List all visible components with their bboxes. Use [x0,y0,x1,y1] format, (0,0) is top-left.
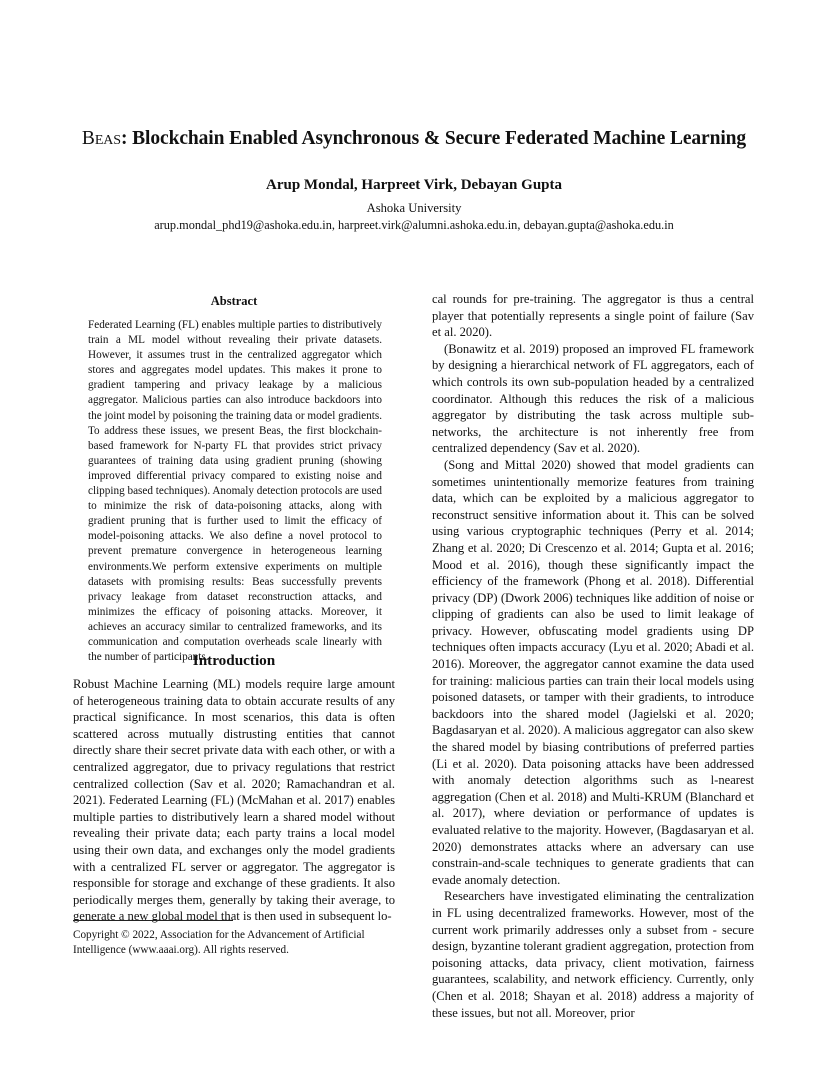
intro-paragraph-4: Researchers have investigated eliminating the centralization in FL using decentralized frameworks. However, most of the current work primarily addresses only a subset from - secure design, byzantine tolerant gradient aggregation, protection from poisoning attacks, data privacy, client motivation, fairness guarantees, scalability, and network efficiency. Currently, only (Chen et al. 2018; Shayan et al. 2018) address a majority of these issues, but not all. Moreover, prior [432,889,754,1020]
intro-paragraph-3: (Song and Mittal 2020) showed that model gradients can sometimes unintentionally memorize features from training data, which can be exploited by a malicious aggregator to reconstruct sensitive information about it. This can be solved using various cryptographic techniques (Perry et al. 2014; Zhang et al. 2020; Di Crescenzo et al. 2014; Gupta et al. 2016; Mood et al. 2016), though these significantly impact the efficiency of the framework (Phong et al. 2018). Differential privacy (DP) (Dwork 2006) techniques like addition of noise or clipping of gradients can also be used to limit leakage of privacy. However, obfuscating model gradients using DP techniques often impacts accuracy (Lyu et al. 2020; Abadi et al. 2016). Moreover, the aggregator cannot examine the data used for training: malicious parties can train their local models using poisoned datasets, or tamper with their gradients, to introduce backdoors into the shared model (Jagielski et al. 2020; Bagdasaryan et al. 2020). A malicious aggregator can also skew the shared model by biasing contributions of preferred parties (Li et al. 2020). Data poisoning attacks have been addressed with anomaly detection algorithms such as l-nearest aggregation (Chen et al. 2018) and Multi-KRUM (Blanchard et al. 2017), where deviation or performance of updates is evaluated relative to the majority. However, (Bagdasaryan et al. 2020) demonstrates attacks where an adversary can use constrain-and-scale techniques to generate gradients that can evade anomaly detection. [432,457,754,887]
paper-title [40,128,788,150]
right-column [432,291,754,1021]
title-rest: : Blockchain Enabled Asynchronous & Secure Federated Machine Learning [120,128,747,149]
copyright-notice: Copyright © 2022, Association for the Advancement of Artificial Intelligence (www.aaai.org). All rights reserved. [73,929,365,956]
abstract-body [88,318,382,665]
author-list: Arup Mondal, Harpreet Virk, Debayan Gupta [266,177,562,193]
intro-paragraph-1: Robust Machine Learning (ML) models require large amount of heterogeneous training data to obtain accurate results of any practical significance. In most scenarios, this data is often scattered across mutually distrusting entities that cannot directly share their secret private data with each other, or with a centralized aggregator, due to privacy regulations that restrict centralized collection (Sav et al. 2020; Ramachandran et al. 2021). Federated Learning (FL) (McMahan et al. 2017) enables multiple parties to distributively learn a shared model without revealing their private data; each party trains a local model using their own data, and exchanges only the model gradients with a centralized FL server or aggregator. The aggregator is responsible for storage and exchange of these gradients. It also periodically merges them, generally by taking their average, to generate a new global model that is then used in subsequent lo- [73,677,395,924]
affiliation: Ashoka University [366,201,462,215]
intro-paragraph-2: (Bonawitz et al. 2019) proposed an improved FL framework by designing a hierarchical network of FL aggregators, each of which controls its own sub-population headed by a centralized coordinator. Although this reduces the risk of a malicious aggregator by distributing the task across multiple sub-networks, the architecture is not inherently free from centralized dependency (Sav et al. 2020). [432,341,754,456]
intro-paragraph-continued: cal rounds for pre-training. The aggregator is thus a central player that potentially represents a single point of failure (Sav et al. 2020). [432,292,754,340]
introduction-heading: Introduction [192,652,276,669]
framework-name: Beas [81,128,121,149]
left-column [73,676,395,925]
footnote-rule [73,920,233,921]
abstract-text: Federated Learning (FL) enables multiple parties to distributively train a ML model without revealing their private datasets. However, it assumes trust in the centralized aggregator which stores and aggregates model updates. This makes it prone to gradient tampering and privacy leakage by a malicious aggregator. Malicious parties can also introduce backdoors into the joint model by poisoning the training data or model gradients. To address these issues, we present Beas, the first blockchain-based framework for N-party FL that provides strict privacy guarantees of training data using gradient pruning (showing improved differential privacy compared to existing noise and clipping based techniques). Anomaly detection protocols are used to minimize the risk of data-poisoning attacks, along with gradient pruning that is further used to limit the efficacy of model-poisoning attacks. We also define a novel protocol to prevent premature convergence in heterogeneous learning environments.We perform extensive experiments on multiple datasets with promising results: Beas successfully prevents privacy leakage from dataset reconstruction attacks, and minimizes the efficacy of poisoning attacks. Moreover, it achieves an accuracy similar to centralized frameworks, and its communication and computation overheads scale linearly with the number of participants. [88,319,382,664]
author-emails: arup.mondal_phd19@ashoka.edu.in, harpreet.virk@alumni.ashoka.edu.in, debayan.gupta@ashoka.edu.in [154,218,674,232]
abstract-heading: Abstract [210,294,258,308]
